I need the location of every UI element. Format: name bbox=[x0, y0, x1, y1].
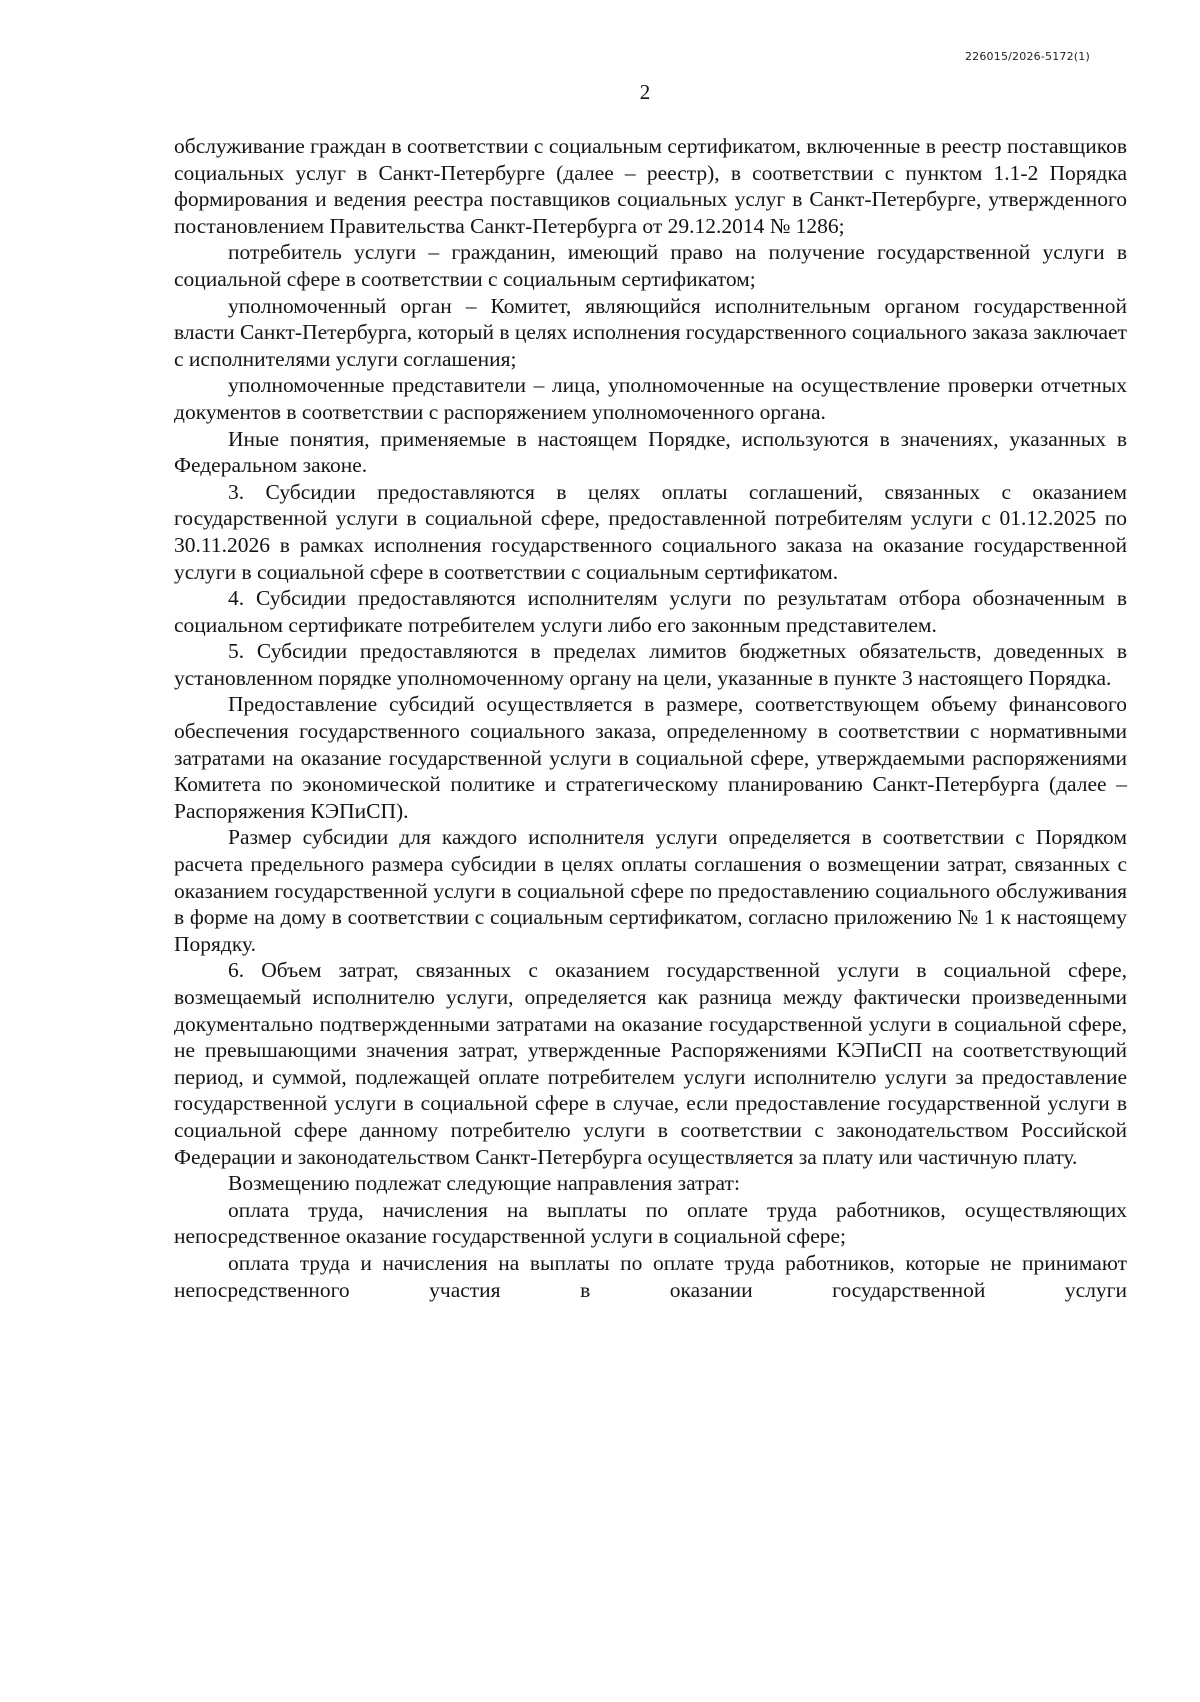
page-number: 2 bbox=[639, 80, 651, 104]
paragraph-subsidy-per-executor: Размер субсидии для каждого исполнителя услуги определяется в соответствии с Порядком расчета предельного размера субсидии в целях оплаты соглашения о возмещении затрат, связанных с оказанием государственной услуги в социальной сфере по предоставлению социального обслуживания в форме на дому в соответствии с социальным сертификатом, согласно приложению № 1 к настоящему Порядку. bbox=[174, 825, 1127, 956]
paragraph-other-terms: Иные понятия, применяемые в настоящем Порядке, используются в значениях, указанных в Федеральном законе. bbox=[174, 426, 1127, 478]
paragraph-cost-direct-labor: оплата труда, начисления на выплаты по оплате труда работников, осуществляющих непосредственное оказание государственной услуги в социальной сфере; bbox=[174, 1197, 1127, 1249]
paragraph-subsidy-size: Предоставление субсидий осуществляется в размере, соответствующем объему финансового обеспечения государственного социального заказа, определенному в соответствии с нормативными затратами на оказание государственной услуги в социальной сфере, утверждаемыми распоряжениями Комитета по экономической политике и стратегическому планированию Санкт-Петербурга (далее – Распоряжения КЭПиСП). bbox=[174, 692, 1127, 823]
paragraph-cost-indirect-labor: оплата труда и начисления на выплаты по оплате труда работников, которые не принимают непосредственного участия в оказании государственной услуги bbox=[174, 1250, 1127, 1302]
paragraph-item-5: 5. Субсидии предоставляются в пределах лимитов бюджетных обязательств, доведенных в установленном порядке уполномоченному органу на цели, указанные в пункте 3 настоящего Порядка. bbox=[174, 639, 1127, 690]
paragraph-continuation: обслуживание граждан в соответствии с социальным сертификатом, включенные в реестр поставщиков социальных услуг в Санкт-Петербурге (далее – реестр), в соответствии с пунктом 1.1-2 Порядка формирования и ведения реестра поставщиков социальных услуг в Санкт-Петербурге, утвержденного постановлением Правительства Санкт-Петербурга от 29.12.2014 № 1286; bbox=[174, 134, 1127, 238]
document-body bbox=[174, 133, 1127, 1303]
paragraph-item-6: 6. Объем затрат, связанных с оказанием государственной услуги в социальной сфере, возмещаемый исполнителю услуги, определяется как разница между фактически произведенными документально подтвержденными затратами на оказание государственной услуги в социальной сфере, не превышающими значения затрат, утвержденные Распоряжениями КЭПиСП на соответствующий период, и суммой, подлежащей оплате потребителем услуги исполнителю услуги за предоставление государственной услуги в социальной сфере в случае, если предоставление государственной услуги в социальной сфере данному потребителю услуги в соответствии с законодательством Российской Федерации и законодательством Санкт-Петербурга осуществляется за плату или частичную плату. bbox=[174, 958, 1127, 1169]
paragraph-authorized-body-definition: уполномоченный орган – Комитет, являющийся исполнительным органом государственной власти Санкт-Петербурга, который в целях исполнения государственного социального заказа заключает с исполнителями услуги соглашения; bbox=[174, 293, 1127, 371]
document-id: 226015/2026-5172(1) bbox=[964, 50, 1090, 63]
paragraph-item-3: 3. Субсидии предоставляются в целях оплаты соглашений, связанных с оказанием государственной услуги в социальной сфере, предоставленной потребителям услуги с 01.12.2025 по 30.11.2026 в рамках исполнения государственного социального заказа на оказание государственной услуги в социальной сфере в соответствии с социальным сертификатом. bbox=[174, 479, 1127, 584]
paragraph-authorized-representatives-definition: уполномоченные представители – лица, уполномоченные на осуществление проверки отчетных документов в соответствии с распоряжением уполномоченного органа. bbox=[174, 373, 1127, 424]
paragraph-reimbursable-costs: Возмещению подлежат следующие направления затрат: bbox=[228, 1171, 740, 1196]
paragraph-consumer-definition: потребитель услуги – гражданин, имеющий право на получение государственной услуги в социальной сфере в соответствии с социальным сертификатом; bbox=[174, 240, 1127, 291]
paragraph-item-4: 4. Субсидии предоставляются исполнителям услуги по результатам отбора обозначенным в социальном сертификате потребителем услуги либо его законным представителем. bbox=[174, 586, 1127, 637]
